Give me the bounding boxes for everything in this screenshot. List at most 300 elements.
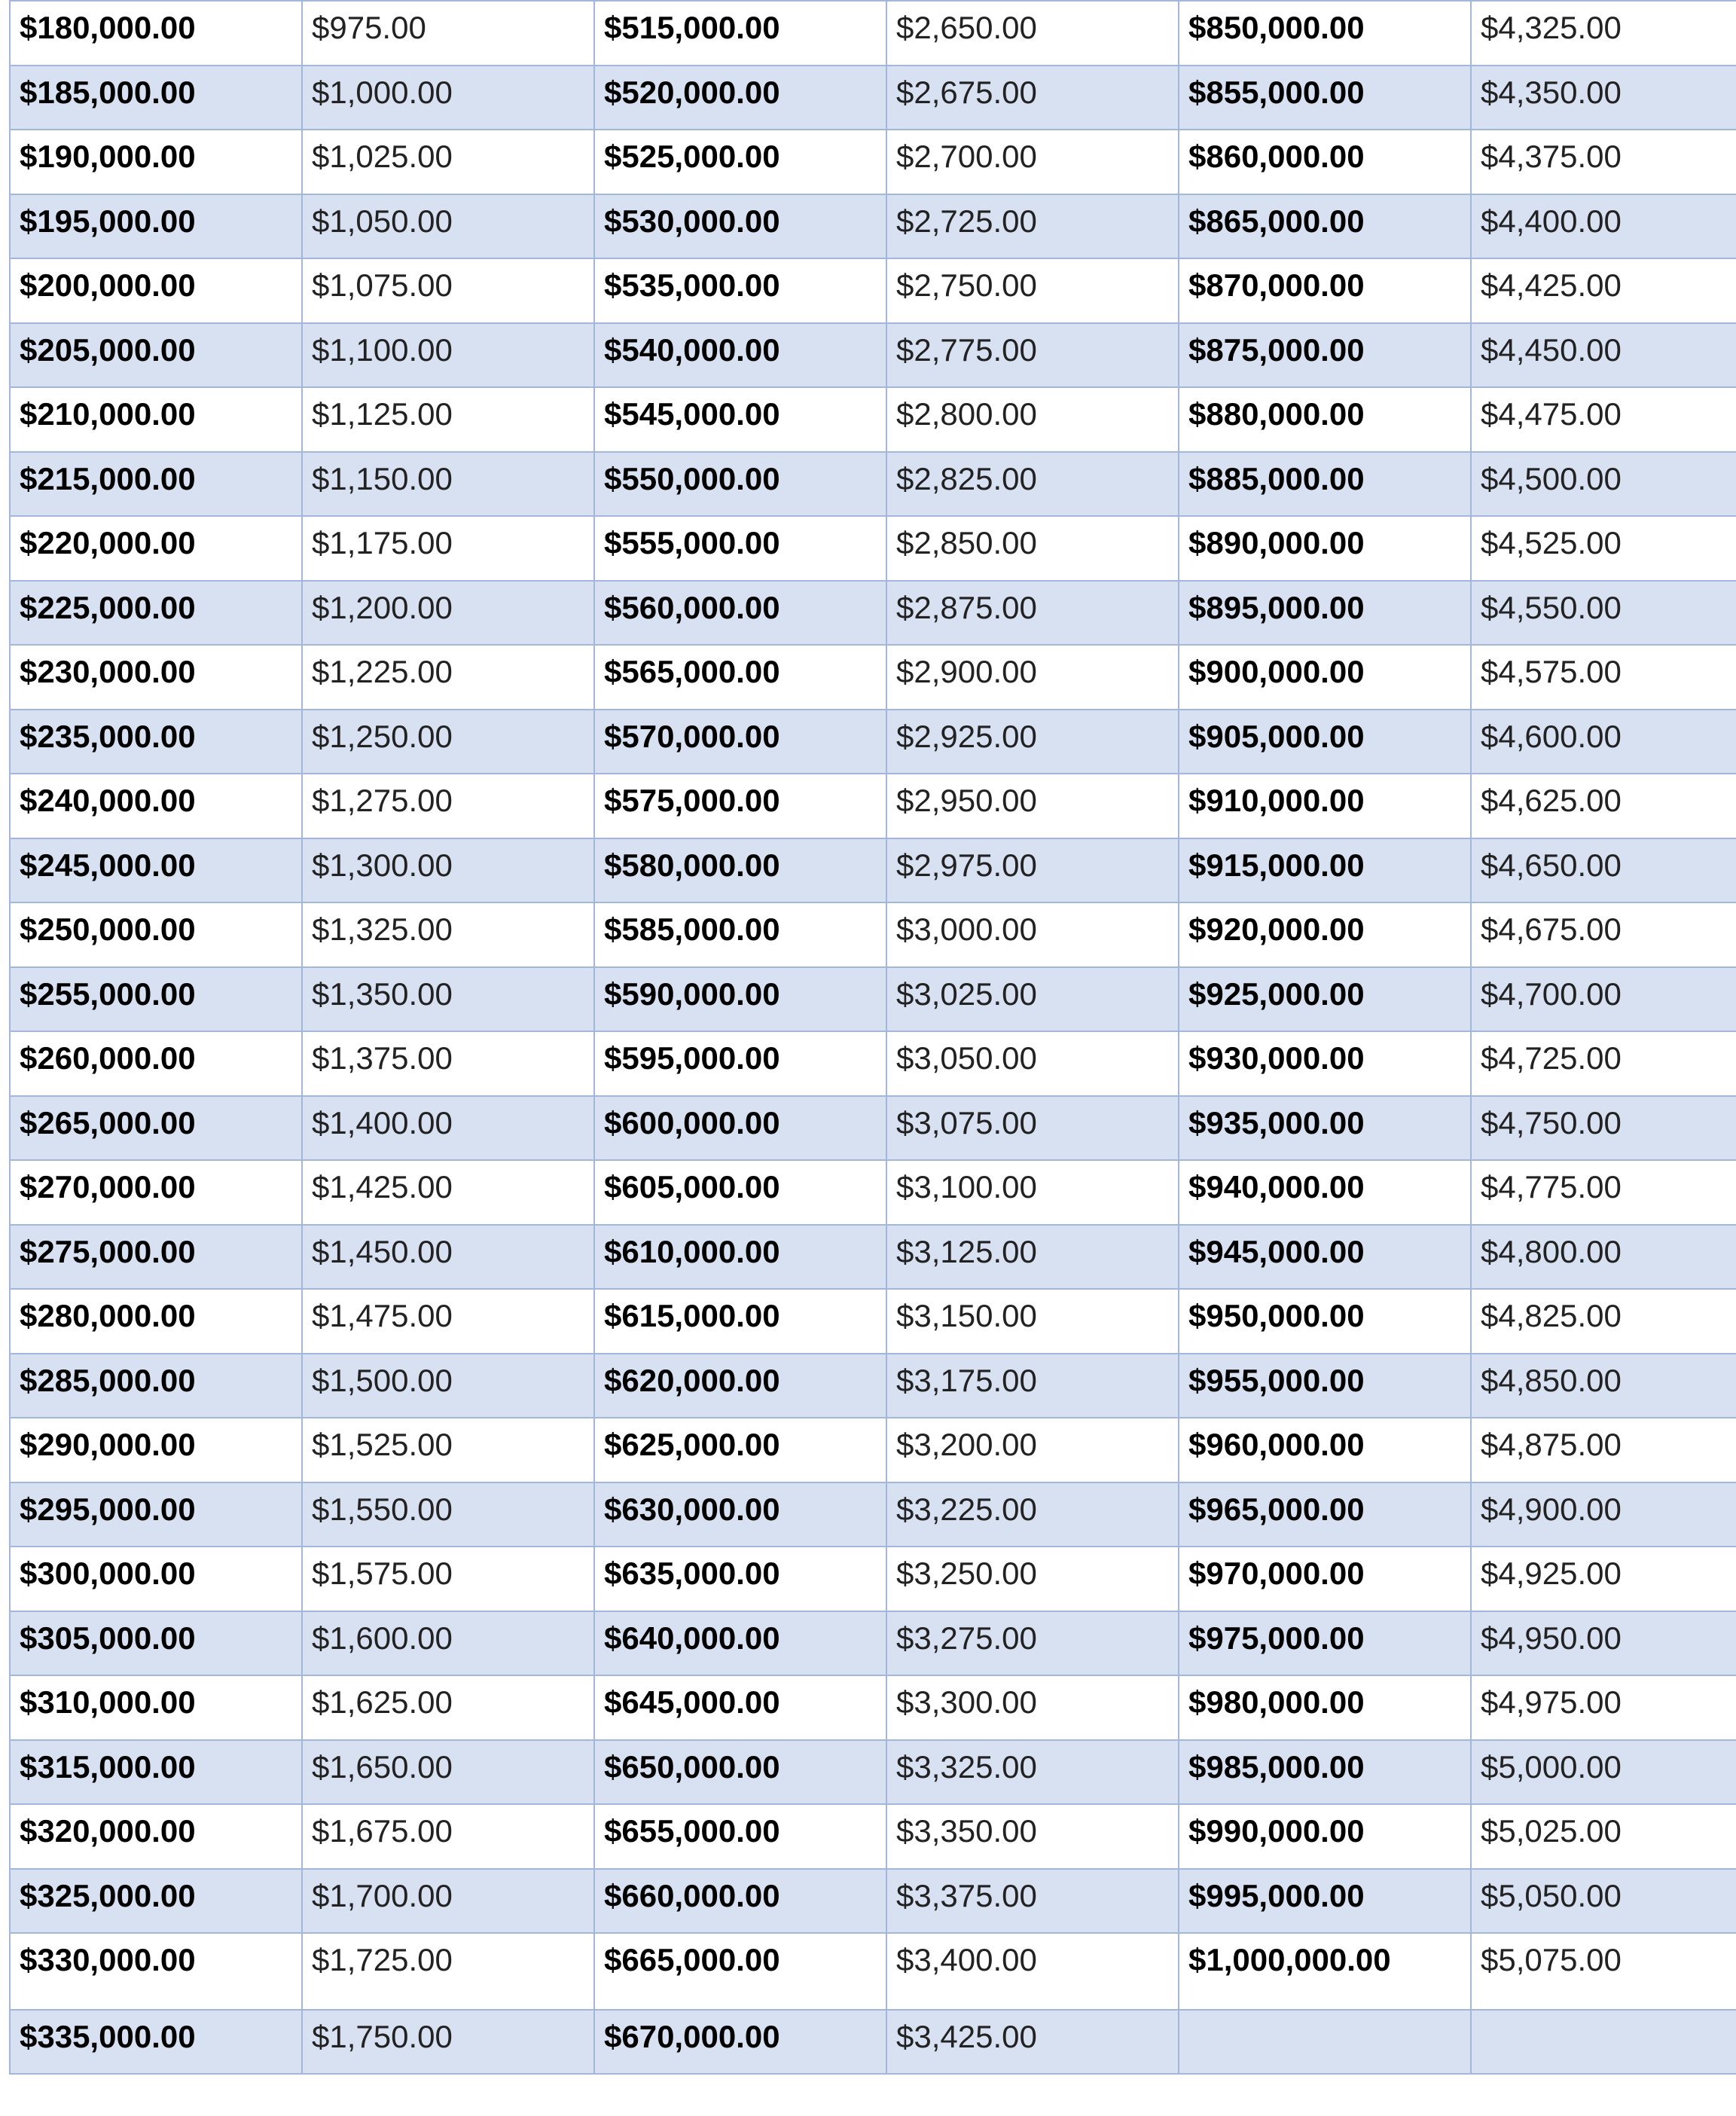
price-value: $890,000.00 [1188, 525, 1365, 560]
fee-cell [886, 1, 1179, 66]
fee-cell [1471, 1611, 1736, 1676]
table-row [10, 1933, 1736, 2010]
table-row [10, 130, 1736, 194]
price-cell [594, 1869, 886, 1934]
fee-cell [302, 1096, 594, 1161]
price-value: $610,000.00 [604, 1233, 780, 1269]
fee-value: $1,075.00 [312, 267, 453, 303]
fee-value: $4,400.00 [1481, 203, 1622, 239]
price-value: $530,000.00 [604, 203, 780, 239]
price-cell [1179, 1547, 1471, 1611]
fee-value: $4,925.00 [1481, 1556, 1622, 1591]
fee-cell [1471, 967, 1736, 1032]
fee-cell [302, 258, 594, 323]
price-cell [10, 66, 302, 130]
fee-cell [1471, 387, 1736, 452]
fee-cell [302, 902, 594, 967]
price-value: $550,000.00 [604, 460, 780, 496]
price-value: $925,000.00 [1188, 976, 1365, 1012]
fee-value: $4,775.00 [1481, 1169, 1622, 1205]
fee-cell [886, 194, 1179, 259]
fee-cell [1471, 1675, 1736, 1740]
fee-cell [1471, 1804, 1736, 1869]
fee-value: $1,625.00 [312, 1684, 453, 1720]
price-value: $555,000.00 [604, 525, 780, 560]
price-value: $250,000.00 [20, 911, 196, 947]
price-cell [594, 645, 886, 710]
price-cell [1179, 258, 1471, 323]
table-row [10, 1482, 1736, 1547]
price-value: $220,000.00 [20, 525, 196, 560]
table-row [10, 1418, 1736, 1482]
price-cell [10, 774, 302, 838]
fee-cell [886, 1547, 1179, 1611]
fee-value: $3,075.00 [896, 1104, 1037, 1140]
fee-value: $2,875.00 [896, 589, 1037, 625]
fee-value: $3,000.00 [896, 911, 1037, 947]
fee-cell [1471, 645, 1736, 710]
fee-value: $1,000.00 [312, 74, 453, 110]
fee-value: $4,850.00 [1481, 1362, 1622, 1398]
price-value: $915,000.00 [1188, 847, 1365, 883]
price-value: $285,000.00 [20, 1362, 196, 1398]
fee-value: $2,950.00 [896, 783, 1037, 818]
price-cell [594, 66, 886, 130]
price-cell [1179, 323, 1471, 388]
fee-value: $4,350.00 [1481, 74, 1622, 110]
price-value: $625,000.00 [604, 1427, 780, 1462]
price-cell [10, 387, 302, 452]
table-row [10, 710, 1736, 774]
price-value: $885,000.00 [1188, 460, 1365, 496]
price-cell [1179, 1096, 1471, 1161]
table-row [10, 967, 1736, 1032]
fee-cell [886, 66, 1179, 130]
price-cell [10, 1, 302, 66]
fee-value: $2,650.00 [896, 10, 1037, 45]
fee-value: $2,775.00 [896, 331, 1037, 368]
price-value: $185,000.00 [20, 74, 196, 110]
price-value: $965,000.00 [1188, 1491, 1365, 1527]
fee-value: $3,125.00 [896, 1233, 1037, 1269]
price-cell [1179, 130, 1471, 194]
fee-value: $4,550.00 [1481, 589, 1622, 625]
price-cell [594, 258, 886, 323]
price-value: $970,000.00 [1188, 1556, 1365, 1591]
fee-value: $3,225.00 [896, 1491, 1037, 1527]
fee-cell [886, 645, 1179, 710]
fee-cell [1471, 1225, 1736, 1290]
fee-value: $3,425.00 [896, 2019, 1037, 2054]
fee-value: $4,475.00 [1481, 396, 1622, 432]
fee-value: $3,350.00 [896, 1813, 1037, 1849]
fee-value: $1,425.00 [312, 1169, 453, 1205]
table-row [10, 1354, 1736, 1418]
price-cell [1179, 516, 1471, 581]
price-cell [10, 838, 302, 903]
table-body [10, 1, 1736, 2074]
price-cell [1179, 902, 1471, 967]
fee-cell [302, 1225, 594, 1290]
price-cell [594, 130, 886, 194]
table-row [10, 1869, 1736, 1934]
price-cell [594, 902, 886, 967]
price-value: $280,000.00 [20, 1298, 196, 1333]
fee-value: $3,250.00 [896, 1556, 1037, 1591]
price-cell [10, 1031, 302, 1096]
fee-cell [302, 66, 594, 130]
fee-value: $2,725.00 [896, 203, 1037, 239]
fee-cell [302, 581, 594, 646]
price-value: $920,000.00 [1188, 911, 1365, 947]
price-cell [10, 1869, 302, 1934]
table-row [10, 645, 1736, 710]
price-value: $595,000.00 [604, 1040, 780, 1076]
fee-value: $2,700.00 [896, 139, 1037, 174]
fee-value: $4,675.00 [1481, 911, 1622, 947]
price-value: $540,000.00 [604, 331, 780, 368]
price-cell [10, 1289, 302, 1354]
fee-value: $1,450.00 [312, 1233, 453, 1269]
fee-value: $4,525.00 [1481, 525, 1622, 560]
price-value: $615,000.00 [604, 1298, 780, 1333]
fee-cell [886, 1096, 1179, 1161]
fee-cell [302, 1160, 594, 1225]
fee-value: $1,350.00 [312, 976, 453, 1012]
price-cell [594, 1611, 886, 1676]
price-cell [10, 967, 302, 1032]
price-cell [10, 323, 302, 388]
fee-cell [1471, 1289, 1736, 1354]
fee-cell [886, 130, 1179, 194]
table-row [10, 1289, 1736, 1354]
price-value: $585,000.00 [604, 911, 780, 947]
fee-value: $1,600.00 [312, 1620, 453, 1656]
fee-value: $5,050.00 [1481, 1877, 1622, 1913]
price-cell [10, 194, 302, 259]
fee-value: $1,725.00 [312, 1942, 453, 1977]
price-value: $905,000.00 [1188, 718, 1365, 754]
fee-cell [886, 1418, 1179, 1482]
fee-cell [302, 1933, 594, 2010]
price-value: $900,000.00 [1188, 654, 1365, 689]
table-row [10, 1611, 1736, 1676]
table-row [10, 452, 1736, 517]
table-row [10, 387, 1736, 452]
price-value: $935,000.00 [1188, 1104, 1365, 1140]
price-cell [10, 1482, 302, 1547]
fee-cell [1471, 838, 1736, 903]
fee-cell [302, 194, 594, 259]
fee-value: $975.00 [312, 10, 426, 45]
fee-value: $3,300.00 [896, 1684, 1037, 1720]
price-value: $875,000.00 [1188, 331, 1365, 368]
fee-cell [1471, 66, 1736, 130]
fee-cell [886, 1354, 1179, 1418]
price-cell [1179, 1740, 1471, 1805]
fee-value: $3,150.00 [896, 1298, 1037, 1333]
fee-cell [302, 1031, 594, 1096]
price-value: $215,000.00 [20, 460, 196, 496]
price-cell [594, 516, 886, 581]
price-value: $240,000.00 [20, 783, 196, 818]
price-cell [10, 1160, 302, 1225]
price-value: $990,000.00 [1188, 1813, 1365, 1849]
fee-cell [886, 1933, 1179, 2010]
fee-value: $4,700.00 [1481, 976, 1622, 1012]
price-cell [10, 645, 302, 710]
fee-cell [302, 1354, 594, 1418]
fee-value: $3,200.00 [896, 1427, 1037, 1462]
fee-value: $4,375.00 [1481, 139, 1622, 174]
price-cell [594, 452, 886, 517]
price-value: $950,000.00 [1188, 1298, 1365, 1333]
table-row [10, 1031, 1736, 1096]
price-value: $930,000.00 [1188, 1040, 1365, 1076]
price-value: $235,000.00 [20, 718, 196, 754]
fee-cell [1471, 902, 1736, 967]
fee-cell [1471, 710, 1736, 774]
price-value: $635,000.00 [604, 1556, 780, 1591]
price-value: $860,000.00 [1188, 139, 1365, 174]
fee-cell [1471, 2010, 1736, 2074]
price-cell [1179, 1418, 1471, 1482]
price-value: $315,000.00 [20, 1748, 196, 1785]
price-cell [594, 1096, 886, 1161]
price-cell [10, 1740, 302, 1805]
fee-cell [302, 1482, 594, 1547]
fee-cell [1471, 1031, 1736, 1096]
price-cell [10, 1547, 302, 1611]
table-row [10, 323, 1736, 388]
price-value: $565,000.00 [604, 654, 780, 689]
price-cell [10, 516, 302, 581]
table-row [10, 1, 1736, 66]
table-row [10, 1740, 1736, 1805]
fee-value: $3,325.00 [896, 1748, 1037, 1785]
fee-value: $4,650.00 [1481, 847, 1622, 883]
price-cell [1179, 2010, 1471, 2074]
fee-value: $1,250.00 [312, 718, 453, 754]
table-row [10, 902, 1736, 967]
price-cell [594, 967, 886, 1032]
fee-cell [302, 838, 594, 903]
table-row [10, 581, 1736, 646]
price-cell [10, 1225, 302, 1290]
fee-cell [886, 1804, 1179, 1869]
price-value: $640,000.00 [604, 1620, 780, 1656]
price-cell [10, 2010, 302, 2074]
price-value: $630,000.00 [604, 1491, 780, 1527]
fee-cell [302, 452, 594, 517]
fee-cell [302, 1804, 594, 1869]
fee-value: $1,750.00 [312, 2019, 453, 2054]
price-value: $600,000.00 [604, 1104, 780, 1140]
price-value: $335,000.00 [20, 2019, 196, 2054]
fee-cell [886, 387, 1179, 452]
price-value: $605,000.00 [604, 1169, 780, 1205]
fee-cell [886, 2010, 1179, 2074]
fee-value: $4,725.00 [1481, 1040, 1622, 1076]
price-cell [1179, 1, 1471, 66]
fee-cell [302, 387, 594, 452]
price-value: $895,000.00 [1188, 589, 1365, 625]
fee-cell [302, 2010, 594, 2074]
fee-value: $4,425.00 [1481, 267, 1622, 303]
fee-value: $3,375.00 [896, 1877, 1037, 1913]
price-cell [594, 387, 886, 452]
price-cell [1179, 645, 1471, 710]
fee-cell [302, 516, 594, 581]
price-value: $520,000.00 [604, 74, 780, 110]
price-value: $960,000.00 [1188, 1427, 1365, 1462]
fee-cell [886, 516, 1179, 581]
fee-value: $1,325.00 [312, 911, 453, 947]
price-value: $995,000.00 [1188, 1877, 1365, 1913]
fee-cell [302, 323, 594, 388]
table-row [10, 1096, 1736, 1161]
price-cell [1179, 387, 1471, 452]
price-cell [594, 1160, 886, 1225]
price-cell [594, 1740, 886, 1805]
fee-value: $1,050.00 [312, 203, 453, 239]
fee-value: $2,825.00 [896, 460, 1037, 496]
price-value: $290,000.00 [20, 1427, 196, 1462]
fee-cell [1471, 1740, 1736, 1805]
fee-cell [886, 902, 1179, 967]
price-cell [594, 1933, 886, 2010]
price-value: $560,000.00 [604, 589, 780, 625]
price-value: $515,000.00 [604, 10, 780, 45]
fee-value: $1,100.00 [312, 331, 453, 368]
price-cell [10, 258, 302, 323]
price-value: $650,000.00 [604, 1748, 780, 1785]
fee-cell [1471, 1, 1736, 66]
price-value: $985,000.00 [1188, 1748, 1365, 1785]
table-row [10, 516, 1736, 581]
price-value: $570,000.00 [604, 718, 780, 754]
price-value: $295,000.00 [20, 1491, 196, 1527]
fee-value: $1,275.00 [312, 783, 453, 818]
fee-value: $4,575.00 [1481, 654, 1622, 689]
fee-cell [886, 1740, 1179, 1805]
fee-cell [302, 1547, 594, 1611]
fee-value: $4,750.00 [1481, 1104, 1622, 1140]
table-row [10, 774, 1736, 838]
table-row [10, 1804, 1736, 1869]
price-cell [1179, 1482, 1471, 1547]
fee-value: $1,200.00 [312, 589, 453, 625]
fee-value: $1,300.00 [312, 847, 453, 883]
price-cell [1179, 1933, 1471, 2010]
fee-cell [886, 967, 1179, 1032]
price-cell [1179, 838, 1471, 903]
price-cell [1179, 194, 1471, 259]
price-value: $245,000.00 [20, 847, 196, 883]
fee-cell [1471, 1160, 1736, 1225]
fee-value [1481, 2011, 1736, 2018]
price-value: $880,000.00 [1188, 396, 1365, 432]
fee-value: $2,675.00 [896, 74, 1037, 110]
price-cell [594, 1418, 886, 1482]
price-cell [1179, 710, 1471, 774]
table-row [10, 1160, 1736, 1225]
fee-value: $4,950.00 [1481, 1620, 1622, 1656]
price-value: $255,000.00 [20, 976, 196, 1012]
fee-value: $4,800.00 [1481, 1233, 1622, 1269]
fee-cell [886, 838, 1179, 903]
table-row [10, 194, 1736, 259]
price-cell [10, 1804, 302, 1869]
price-cell [1179, 967, 1471, 1032]
fee-value: $2,925.00 [896, 718, 1037, 754]
fee-cell [302, 130, 594, 194]
fee-cell [302, 1675, 594, 1740]
fee-value: $5,025.00 [1481, 1813, 1622, 1849]
fee-cell [1471, 1354, 1736, 1418]
fee-value: $1,175.00 [312, 525, 453, 560]
fee-cell [886, 1675, 1179, 1740]
fee-cell [886, 710, 1179, 774]
table-row [10, 66, 1736, 130]
price-value: $545,000.00 [604, 396, 780, 432]
fee-cell [302, 1, 594, 66]
price-cell [594, 1354, 886, 1418]
price-value: $620,000.00 [604, 1362, 780, 1398]
price-value: $310,000.00 [20, 1684, 196, 1720]
fee-cell [1471, 774, 1736, 838]
price-value: $850,000.00 [1188, 10, 1365, 45]
table-row [10, 2010, 1736, 2074]
fee-cell [886, 1160, 1179, 1225]
price-cell [10, 710, 302, 774]
price-cell [1179, 1611, 1471, 1676]
price-cell [594, 1289, 886, 1354]
price-value: $320,000.00 [20, 1813, 196, 1849]
table-row [10, 1547, 1736, 1611]
price-cell [594, 1804, 886, 1869]
fee-value: $4,325.00 [1481, 10, 1622, 45]
price-cell [1179, 1160, 1471, 1225]
price-cell [10, 1611, 302, 1676]
fee-value: $4,975.00 [1481, 1684, 1622, 1720]
price-cell [594, 838, 886, 903]
price-value: $865,000.00 [1188, 203, 1365, 239]
price-cell [1179, 1354, 1471, 1418]
fee-value: $2,975.00 [896, 847, 1037, 883]
price-value: $230,000.00 [20, 654, 196, 689]
table-row [10, 258, 1736, 323]
fee-cell [886, 1611, 1179, 1676]
price-value: $670,000.00 [604, 2019, 780, 2054]
fee-value: $1,525.00 [312, 1427, 453, 1462]
fee-value: $3,025.00 [896, 976, 1037, 1012]
fee-value: $3,050.00 [896, 1040, 1037, 1076]
price-value: $590,000.00 [604, 976, 780, 1012]
price-cell [594, 1, 886, 66]
fee-cell [886, 1225, 1179, 1290]
fee-value: $4,500.00 [1481, 460, 1622, 496]
fee-cell [886, 581, 1179, 646]
fee-cell [886, 1289, 1179, 1354]
price-cell [594, 1547, 886, 1611]
price-cell [594, 323, 886, 388]
fee-cell [1471, 1096, 1736, 1161]
price-cell [1179, 774, 1471, 838]
fee-value: $3,100.00 [896, 1169, 1037, 1205]
price-value: $980,000.00 [1188, 1684, 1365, 1720]
price-value: $955,000.00 [1188, 1362, 1365, 1398]
